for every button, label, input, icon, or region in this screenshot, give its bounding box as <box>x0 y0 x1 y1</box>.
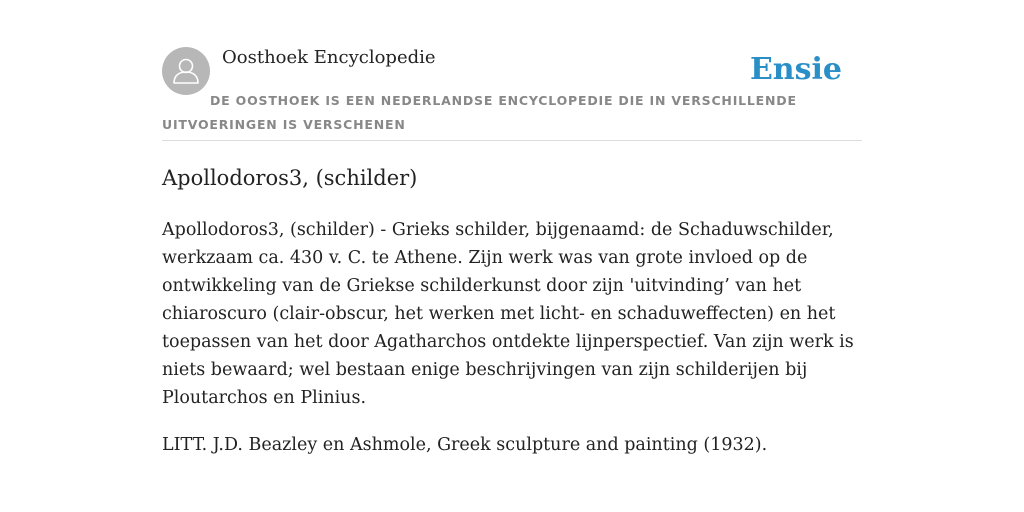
article-body: Apollodoros3, (schilder) - Grieks schilder, bijgenaamd: de Schaduwschilder, werkzaam ca. 430 v. C. te Athene. Zijn werk was van grote invloed op de ontwikkeling van de Griekse schilderkunst door zijn 'uitvinding’ van het chiaroscuro (clair-obscur, het werken met licht- en schaduweffecten) en het toepassen van het door Agatharchos ontdekte lijnperspectief. Van zijn werk is niets bewaard; wel bestaan enige beschrijvingen van zijn schilderijen bij Ploutarchos en Plinius. <box>162 220 854 408</box>
author-name[interactable]: Oosthoek Encyclopedie <box>222 47 436 68</box>
header <box>162 46 862 141</box>
avatar[interactable] <box>162 47 210 95</box>
user-icon <box>162 47 210 95</box>
author-description: DE OOSTHOEK IS EEN NEDERLANDSE ENCYCLOPEDIE DIE IN VERSCHILLENDE UITVOERINGEN IS VERSCHENEN <box>162 93 797 132</box>
article-literature: LITT. J.D. Beazley en Ashmole, Greek sculpture and painting (1932). <box>162 435 768 455</box>
article-title: Apollodoros3, (schilder) <box>162 166 418 190</box>
brand-logo[interactable]: Ensie <box>749 52 842 87</box>
